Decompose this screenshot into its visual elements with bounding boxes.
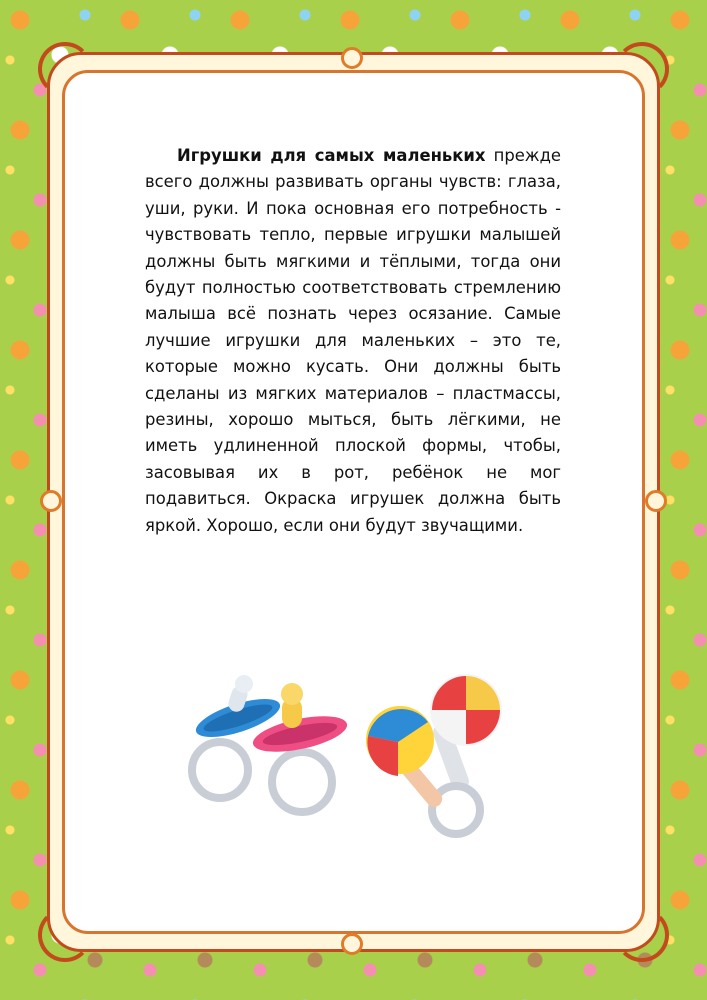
frame-right-ornament-icon xyxy=(645,490,667,512)
frame-corner-curl-icon xyxy=(615,42,669,96)
frame-corner-curl-icon xyxy=(38,908,92,962)
frame-corner-curl-icon xyxy=(38,42,92,96)
frame-bottom-ornament-icon xyxy=(341,933,363,955)
frame-top-ornament-icon xyxy=(341,47,363,69)
frame-left-ornament-icon xyxy=(40,490,62,512)
baby-toys-illustration xyxy=(180,670,540,840)
article-body: прежде всего должны развивать органы чувств: глаза, уши, руки. И пока основная его потребность - чувствовать тепло, первые игрушки малышей должны быть мягкими и тёплыми, тогда они будут полностью соответствовать стремлению малыша всё познать через осязание. Самые лучшие игрушки для маленьких – это те, которые можно кусать. Они должны быть сделаны из мягких материалов – пластмассы, резины, хорошо мыться, быть лёгкими, не иметь удлиненной плоской формы, чтобы, засовывая их в рот, ребёнок не мог подавиться. Окраска игрушек должна быть яркой. Хорошо, если они будут звучащими. xyxy=(145,146,561,535)
article-lead: Игрушки для самых маленьких xyxy=(177,146,486,165)
rattle-icon xyxy=(366,674,502,834)
article-paragraph xyxy=(145,143,561,539)
article-text xyxy=(145,143,561,539)
frame-corner-curl-icon xyxy=(615,908,669,962)
